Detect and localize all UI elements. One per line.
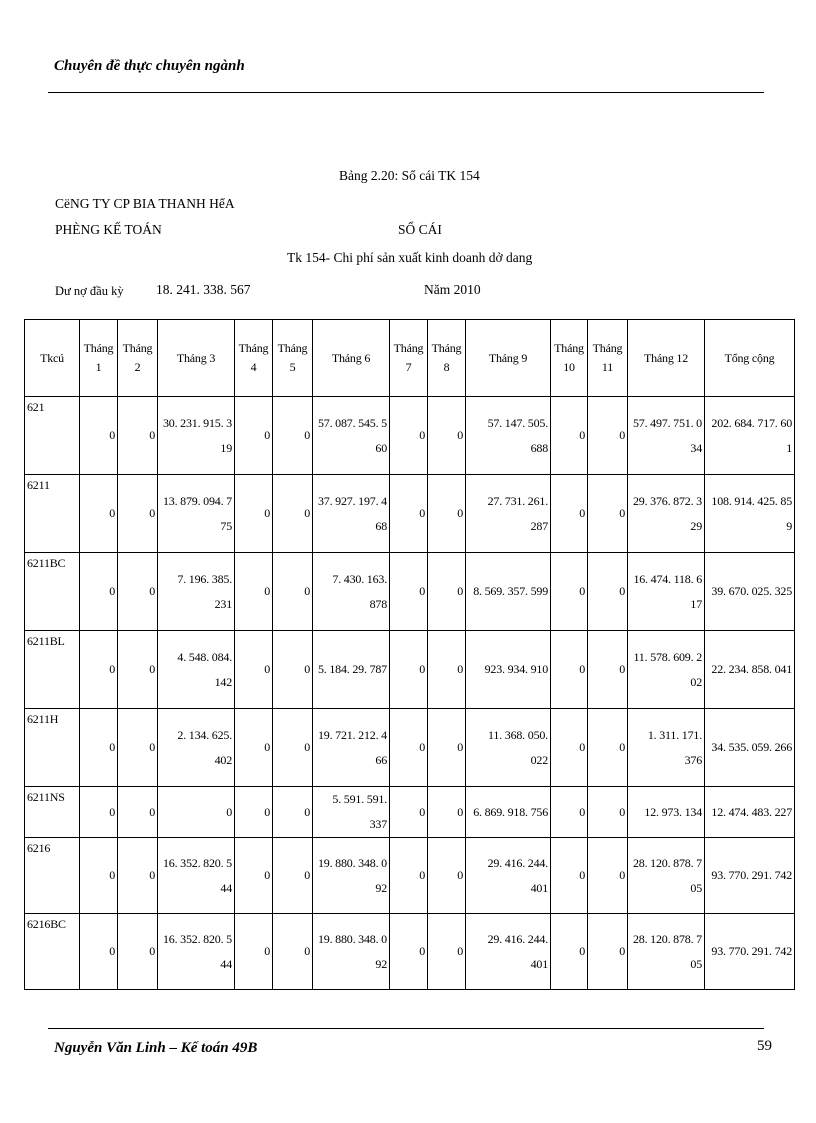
amount-cell bbox=[80, 787, 118, 838]
account-code: 6211 bbox=[27, 478, 50, 492]
amount-cell bbox=[273, 787, 313, 838]
amount-cell bbox=[588, 914, 628, 990]
column-header: Tháng 10 bbox=[551, 320, 588, 397]
amount-value: 0 bbox=[619, 740, 625, 754]
amount-cell bbox=[588, 631, 628, 709]
amount-value: 108. 914. 425. 859 bbox=[711, 493, 792, 533]
amount-value: 16. 474. 118. 617 bbox=[633, 571, 702, 611]
amount-value: 0 bbox=[264, 584, 270, 598]
amount-cell bbox=[313, 631, 390, 709]
amount-value: 19. 880. 348. 092 bbox=[317, 855, 387, 895]
amount-value: 0 bbox=[619, 428, 625, 442]
table-row bbox=[25, 914, 795, 990]
amount-value: 12. 973. 134 bbox=[644, 804, 702, 819]
account-code-cell bbox=[25, 397, 80, 475]
amount-value: 19. 721. 212. 466 bbox=[317, 727, 387, 767]
column-header: Tháng 1 bbox=[80, 320, 118, 397]
amount-cell bbox=[466, 631, 551, 709]
ledger-title: SỔ CÁI bbox=[398, 222, 442, 237]
amount-cell bbox=[390, 787, 428, 838]
amount-cell bbox=[390, 553, 428, 631]
amount-cell bbox=[551, 553, 588, 631]
amount-value: 0 bbox=[304, 804, 310, 819]
amount-value: 0 bbox=[419, 740, 425, 754]
amount-value: 37. 927. 197. 468 bbox=[317, 493, 387, 533]
amount-value: 11. 578. 609. 202 bbox=[633, 649, 702, 689]
amount-cell bbox=[466, 475, 551, 553]
amount-value: 0 bbox=[619, 804, 625, 819]
amount-cell bbox=[313, 914, 390, 990]
amount-value: 0 bbox=[304, 506, 310, 520]
amount-value: 5. 184. 29. 787 bbox=[317, 662, 387, 676]
amount-cell bbox=[705, 914, 795, 990]
amount-value: 0 bbox=[419, 506, 425, 520]
amount-value: 202. 684. 717. 601 bbox=[711, 415, 792, 455]
amount-value: 2. 134. 625. 402 bbox=[177, 727, 232, 767]
amount-value: 0 bbox=[457, 428, 463, 442]
page-number: 59 bbox=[757, 1038, 772, 1054]
amount-cell bbox=[80, 838, 118, 914]
amount-value: 12. 474. 483. 227 bbox=[711, 804, 792, 819]
account-code-cell bbox=[25, 914, 80, 990]
amount-cell bbox=[628, 553, 705, 631]
amount-cell bbox=[158, 838, 235, 914]
amount-cell bbox=[118, 787, 158, 838]
amount-cell bbox=[466, 838, 551, 914]
column-header: Tkcú bbox=[25, 320, 80, 397]
amount-cell bbox=[628, 787, 705, 838]
amount-value: 0 bbox=[109, 506, 115, 520]
amount-value: 0 bbox=[109, 740, 115, 754]
amount-value: 0 bbox=[619, 662, 625, 676]
amount-cell bbox=[466, 397, 551, 475]
amount-value: 39. 670. 025. 325 bbox=[711, 584, 792, 598]
column-header: Tổng cộng bbox=[705, 320, 795, 397]
ledger-year: Năm 2010 bbox=[424, 282, 481, 297]
amount-cell bbox=[551, 709, 588, 787]
amount-value: 11. 368. 050. 022 bbox=[488, 727, 548, 767]
amount-cell bbox=[390, 838, 428, 914]
table-row bbox=[25, 838, 795, 914]
amount-cell bbox=[390, 709, 428, 787]
opening-balance-value: 18. 241. 338. 567 bbox=[156, 282, 251, 297]
amount-value: 28. 120. 878. 705 bbox=[632, 855, 702, 895]
column-header: Tháng 5 bbox=[273, 320, 313, 397]
amount-value: 0 bbox=[579, 804, 585, 819]
amount-cell bbox=[80, 709, 118, 787]
amount-cell bbox=[390, 397, 428, 475]
amount-value: 0 bbox=[149, 740, 155, 754]
amount-cell bbox=[390, 475, 428, 553]
amount-cell bbox=[705, 397, 795, 475]
amount-cell bbox=[628, 838, 705, 914]
amount-value: 0 bbox=[109, 584, 115, 598]
amount-value: 0 bbox=[419, 868, 425, 882]
amount-value: 0 bbox=[109, 944, 115, 958]
amount-value: 923. 934. 910 bbox=[484, 662, 548, 676]
amount-value: 0 bbox=[579, 506, 585, 520]
amount-cell bbox=[390, 631, 428, 709]
amount-cell bbox=[313, 709, 390, 787]
account-code: 6216BC bbox=[27, 917, 66, 931]
header-title: Chuyên đề thực chuyên ngành bbox=[54, 58, 245, 74]
amount-cell bbox=[273, 397, 313, 475]
amount-value: 0 bbox=[457, 506, 463, 520]
amount-cell bbox=[466, 914, 551, 990]
amount-cell bbox=[628, 397, 705, 475]
amount-cell bbox=[235, 709, 273, 787]
amount-value: 16. 352. 820. 544 bbox=[162, 931, 232, 971]
amount-cell bbox=[628, 914, 705, 990]
amount-cell bbox=[466, 787, 551, 838]
amount-cell bbox=[158, 553, 235, 631]
account-code-cell bbox=[25, 475, 80, 553]
amount-value: 57. 147. 505. 688 bbox=[487, 415, 548, 455]
amount-value: 0 bbox=[457, 584, 463, 598]
amount-value: 0 bbox=[264, 662, 270, 676]
amount-cell bbox=[158, 631, 235, 709]
opening-balance-label: Dư nợ đầu kỳ bbox=[55, 284, 124, 298]
amount-cell bbox=[551, 838, 588, 914]
amount-cell bbox=[158, 475, 235, 553]
header-rule bbox=[48, 92, 764, 93]
amount-cell bbox=[313, 397, 390, 475]
amount-cell bbox=[551, 475, 588, 553]
amount-cell bbox=[158, 709, 235, 787]
amount-cell bbox=[118, 709, 158, 787]
footer-rule bbox=[48, 1028, 764, 1029]
amount-cell bbox=[390, 914, 428, 990]
amount-value: 0 bbox=[109, 428, 115, 442]
amount-value: 6. 869. 918. 756 bbox=[473, 804, 548, 819]
table-row bbox=[25, 553, 795, 631]
account-code-cell bbox=[25, 553, 80, 631]
amount-value: 7. 430. 163. 878 bbox=[332, 571, 387, 611]
amount-value: 0 bbox=[619, 506, 625, 520]
amount-value: 0 bbox=[457, 868, 463, 882]
amount-value: 0 bbox=[579, 584, 585, 598]
amount-cell bbox=[235, 475, 273, 553]
amount-cell bbox=[118, 397, 158, 475]
amount-value: 34. 535. 059. 266 bbox=[711, 740, 792, 754]
table-row bbox=[25, 475, 795, 553]
amount-value: 0 bbox=[149, 506, 155, 520]
amount-cell bbox=[588, 397, 628, 475]
amount-value: 0 bbox=[579, 662, 585, 676]
amount-cell bbox=[588, 787, 628, 838]
amount-value: 0 bbox=[226, 804, 232, 819]
column-header: Tháng 2 bbox=[118, 320, 158, 397]
amount-cell bbox=[466, 553, 551, 631]
account-code: 6211NS bbox=[27, 790, 65, 804]
account-code-cell bbox=[25, 709, 80, 787]
amount-value: 0 bbox=[419, 944, 425, 958]
amount-value: 0 bbox=[457, 804, 463, 819]
amount-cell bbox=[235, 631, 273, 709]
amount-value: 0 bbox=[579, 428, 585, 442]
amount-cell bbox=[313, 787, 390, 838]
amount-value: 0 bbox=[304, 740, 310, 754]
amount-value: 0 bbox=[149, 804, 155, 819]
amount-cell bbox=[705, 631, 795, 709]
amount-cell bbox=[588, 553, 628, 631]
amount-cell bbox=[428, 397, 466, 475]
amount-value: 0 bbox=[457, 740, 463, 754]
amount-value: 0 bbox=[109, 804, 115, 819]
amount-cell bbox=[551, 397, 588, 475]
amount-cell bbox=[80, 553, 118, 631]
account-code: 621 bbox=[27, 400, 45, 414]
amount-cell bbox=[235, 397, 273, 475]
amount-value: 93. 770. 291. 742 bbox=[711, 944, 792, 958]
amount-cell bbox=[588, 475, 628, 553]
amount-value: 0 bbox=[264, 506, 270, 520]
amount-cell bbox=[705, 838, 795, 914]
account-code: 6211H bbox=[27, 712, 59, 726]
table-row bbox=[25, 397, 795, 475]
column-header: Tháng 9 bbox=[466, 320, 551, 397]
amount-value: 4. 548. 084. 142 bbox=[177, 649, 232, 689]
amount-value: 29. 416. 244. 401 bbox=[487, 855, 548, 895]
amount-value: 0 bbox=[149, 944, 155, 958]
amount-cell bbox=[705, 787, 795, 838]
amount-cell bbox=[428, 838, 466, 914]
amount-value: 0 bbox=[619, 868, 625, 882]
amount-cell bbox=[80, 914, 118, 990]
amount-cell bbox=[588, 709, 628, 787]
amount-value: 57. 087. 545. 560 bbox=[317, 415, 387, 455]
amount-value: 22. 234. 858. 041 bbox=[711, 662, 792, 676]
amount-value: 0 bbox=[264, 740, 270, 754]
amount-value: 0 bbox=[149, 428, 155, 442]
amount-cell bbox=[428, 709, 466, 787]
column-header: Tháng 6 bbox=[313, 320, 390, 397]
amount-value: 0 bbox=[419, 804, 425, 819]
table-caption: Bảng 2.20: Sổ cái TK 154 bbox=[339, 168, 480, 183]
amount-cell bbox=[705, 475, 795, 553]
amount-value: 0 bbox=[149, 584, 155, 598]
ledger-table bbox=[24, 319, 795, 990]
amount-cell bbox=[80, 475, 118, 553]
account-code-cell bbox=[25, 631, 80, 709]
amount-value: 0 bbox=[264, 944, 270, 958]
amount-cell bbox=[428, 475, 466, 553]
table-row bbox=[25, 709, 795, 787]
amount-value: 0 bbox=[304, 662, 310, 676]
amount-value: 29. 376. 872. 329 bbox=[632, 493, 702, 533]
amount-value: 0 bbox=[264, 804, 270, 819]
account-code: 6211BC bbox=[27, 556, 66, 570]
amount-cell bbox=[428, 631, 466, 709]
amount-cell bbox=[118, 914, 158, 990]
amount-value: 7. 196. 385. 231 bbox=[177, 571, 232, 611]
table-header-row bbox=[25, 320, 795, 397]
amount-value: 0 bbox=[619, 584, 625, 598]
amount-cell bbox=[118, 838, 158, 914]
amount-value: 13. 879. 094. 775 bbox=[162, 493, 232, 533]
amount-cell bbox=[428, 553, 466, 631]
amount-cell bbox=[273, 914, 313, 990]
amount-cell bbox=[588, 838, 628, 914]
amount-cell bbox=[551, 787, 588, 838]
amount-cell bbox=[628, 475, 705, 553]
amount-cell bbox=[313, 553, 390, 631]
amount-cell bbox=[628, 709, 705, 787]
amount-value: 27. 731. 261. 287 bbox=[487, 493, 548, 533]
amount-value: 0 bbox=[419, 662, 425, 676]
amount-value: 0 bbox=[619, 944, 625, 958]
column-header: Tháng 7 bbox=[390, 320, 428, 397]
amount-value: 1. 311. 171. 376 bbox=[647, 727, 702, 767]
footer-author: Nguyễn Văn Linh – Kế toán 49B bbox=[54, 1040, 258, 1056]
account-code: 6216 bbox=[27, 841, 51, 855]
account-code-cell bbox=[25, 838, 80, 914]
table-row bbox=[25, 631, 795, 709]
amount-cell bbox=[158, 397, 235, 475]
amount-cell bbox=[428, 914, 466, 990]
amount-cell bbox=[628, 631, 705, 709]
amount-value: 0 bbox=[579, 740, 585, 754]
amount-value: 0 bbox=[419, 428, 425, 442]
company-name: CëNG TY CP BIA THANH HểA bbox=[55, 196, 235, 211]
amount-value: 0 bbox=[304, 584, 310, 598]
amount-value: 0 bbox=[109, 662, 115, 676]
amount-value: 30. 231. 915. 319 bbox=[162, 415, 232, 455]
table-row bbox=[25, 787, 795, 838]
department-name: PHÈNG KẾ TOÁN bbox=[55, 222, 162, 237]
amount-value: 8. 569. 357. 599 bbox=[473, 584, 548, 598]
account-description: Tk 154- Chi phí sản xuất kinh doanh dở dang bbox=[287, 250, 533, 265]
amount-value: 16. 352. 820. 544 bbox=[162, 855, 232, 895]
amount-value: 0 bbox=[264, 868, 270, 882]
amount-value: 0 bbox=[304, 428, 310, 442]
column-header: Tháng 8 bbox=[428, 320, 466, 397]
amount-cell bbox=[80, 631, 118, 709]
amount-cell bbox=[705, 709, 795, 787]
amount-cell bbox=[273, 553, 313, 631]
column-header: Tháng 4 bbox=[235, 320, 273, 397]
amount-cell bbox=[235, 553, 273, 631]
amount-cell bbox=[235, 914, 273, 990]
amount-value: 19. 880. 348. 092 bbox=[317, 931, 387, 971]
amount-cell bbox=[705, 553, 795, 631]
amount-value: 29. 416. 244. 401 bbox=[487, 931, 548, 971]
amount-cell bbox=[118, 475, 158, 553]
amount-value: 0 bbox=[304, 868, 310, 882]
amount-cell bbox=[466, 709, 551, 787]
amount-value: 93. 770. 291. 742 bbox=[711, 868, 792, 882]
amount-cell bbox=[118, 631, 158, 709]
amount-cell bbox=[273, 631, 313, 709]
amount-cell bbox=[235, 838, 273, 914]
amount-value: 0 bbox=[304, 944, 310, 958]
amount-value: 0 bbox=[109, 868, 115, 882]
account-code: 6211BL bbox=[27, 634, 65, 648]
amount-value: 57. 497. 751. 034 bbox=[632, 415, 702, 455]
amount-value: 0 bbox=[149, 868, 155, 882]
amount-value: 0 bbox=[264, 428, 270, 442]
amount-value: 0 bbox=[457, 662, 463, 676]
amount-cell bbox=[118, 553, 158, 631]
amount-value: 0 bbox=[457, 944, 463, 958]
amount-value: 0 bbox=[579, 868, 585, 882]
amount-value: 5. 591. 591. 337 bbox=[332, 792, 387, 831]
amount-cell bbox=[158, 787, 235, 838]
amount-cell bbox=[235, 787, 273, 838]
amount-value: 0 bbox=[419, 584, 425, 598]
amount-cell bbox=[551, 914, 588, 990]
column-header: Tháng 3 bbox=[158, 320, 235, 397]
amount-cell bbox=[551, 631, 588, 709]
amount-cell bbox=[428, 787, 466, 838]
column-header: Tháng 11 bbox=[588, 320, 628, 397]
amount-cell bbox=[273, 709, 313, 787]
amount-value: 0 bbox=[149, 662, 155, 676]
amount-cell bbox=[273, 838, 313, 914]
amount-cell bbox=[80, 397, 118, 475]
column-header: Tháng 12 bbox=[628, 320, 705, 397]
amount-value: 0 bbox=[579, 944, 585, 958]
amount-cell bbox=[313, 475, 390, 553]
amount-cell bbox=[273, 475, 313, 553]
amount-cell bbox=[313, 838, 390, 914]
amount-cell bbox=[158, 914, 235, 990]
account-code-cell bbox=[25, 787, 80, 838]
amount-value: 28. 120. 878. 705 bbox=[632, 931, 702, 971]
